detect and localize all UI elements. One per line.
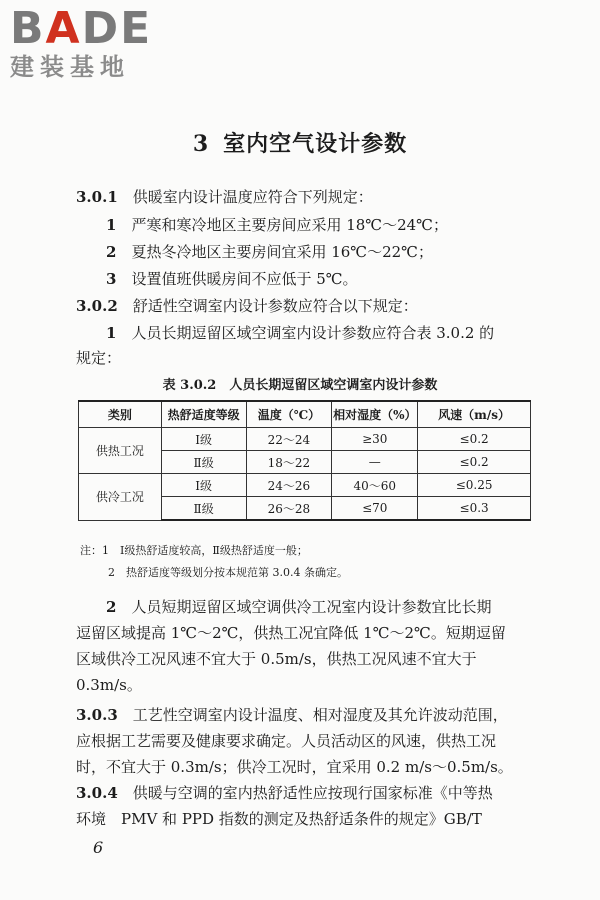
list-item: 2 人员短期逗留区域空调供冷工况室内设计参数宜比长期 <box>106 598 492 616</box>
table-cell: — <box>332 451 418 474</box>
group-cell: 供热工况 <box>79 428 162 474</box>
table-cell: Ⅱ级 <box>161 497 246 521</box>
table-cell: 40～60 <box>332 474 418 497</box>
table-cell: 18～22 <box>246 451 332 474</box>
list-item: 1 严寒和寒冷地区主要房间应采用 18℃～24℃； <box>106 216 448 234</box>
col-header: 热舒适度等级 <box>161 401 246 428</box>
table-cell: Ⅰ级 <box>161 428 246 451</box>
col-header: 风速（m/s） <box>418 401 531 428</box>
table-cell: ≤0.25 <box>418 474 531 497</box>
table-cell: ≤0.2 <box>418 451 531 474</box>
table-note-1: 注：1 Ⅰ级热舒适度较高，Ⅱ级热舒适度一般； <box>80 544 308 557</box>
paragraph-line: 时，不宜大于 0.3m/s；供冷工况时，宜采用 0.2 m/s～0.5m/s。 <box>76 758 513 776</box>
clause-3-0-2: 3.0.2 舒适性空调室内设计参数应符合以下规定： <box>76 297 418 315</box>
paragraph-line: 逗留区域提高 1℃～2℃，供热工况宜降低 1℃～2℃。短期逗留 <box>76 624 506 642</box>
table-cell: ≤70 <box>332 497 418 521</box>
group-cell: 供冷工况 <box>79 474 162 521</box>
table-cell: 24～26 <box>246 474 332 497</box>
col-header: 温度（℃） <box>246 401 332 428</box>
paragraph-line: 区域供冷工况风速不宜大于 0.5m/s，供热工况风速不宜大于 <box>76 650 477 668</box>
list-item: 3 设置值班供暖房间不应低于 5℃。 <box>106 270 358 288</box>
page-number: 6 <box>93 838 104 857</box>
paragraph-line: 0.3m/s。 <box>76 676 142 694</box>
logo-subtitle: 建装基地 <box>10 53 130 81</box>
table-row <box>79 428 531 451</box>
table-cell: Ⅰ级 <box>161 474 246 497</box>
logo-brand: BADE <box>10 3 153 54</box>
clause-3-0-4: 3.0.4 供暖与空调的室内热舒适性应按现行国家标准《中等热 <box>76 784 493 802</box>
clause-3-0-3: 3.0.3 工艺性空调室内设计温度、相对湿度及其允许波动范围， <box>76 706 508 724</box>
paragraph-line: 应根据工艺需要及健康要求确定。人员活动区的风速，供热工况 <box>76 732 497 750</box>
bade-logo <box>10 3 153 82</box>
list-item: 1 人员长期逗留区域空调室内设计参数应符合表 3.0.2 的 <box>106 324 495 342</box>
table-cell: Ⅱ级 <box>161 451 246 474</box>
table-cell: ≥30 <box>332 428 418 451</box>
table-cell: ≤0.3 <box>418 497 531 521</box>
col-header: 相对湿度（%） <box>332 401 418 428</box>
col-header: 类别 <box>79 401 162 428</box>
table-cell: 22～24 <box>246 428 332 451</box>
design-parameters-table <box>78 400 531 521</box>
table-cell: 26～28 <box>246 497 332 521</box>
clause-3-0-1: 3.0.1 供暖室内设计温度应符合下列规定： <box>76 188 373 206</box>
table-note-2: 2 热舒适度等级划分按本规范第 3.0.4 条确定。 <box>108 566 348 579</box>
chapter-title: 3 室内空气设计参数 <box>192 131 408 157</box>
table-cell: ≤0.2 <box>418 428 531 451</box>
table-header-row <box>79 401 531 428</box>
list-item: 2 夏热冬冷地区主要房间宜采用 16℃～22℃； <box>106 243 433 261</box>
table-caption: 表 3.0.2 人员长期逗留区域空调室内设计参数 <box>162 378 438 393</box>
paragraph-line: 环境 PMV 和 PPD 指数的测定及热舒适条件的规定》GB/T <box>76 810 482 828</box>
table-row <box>79 474 531 497</box>
paragraph-line: 规定： <box>76 349 122 367</box>
